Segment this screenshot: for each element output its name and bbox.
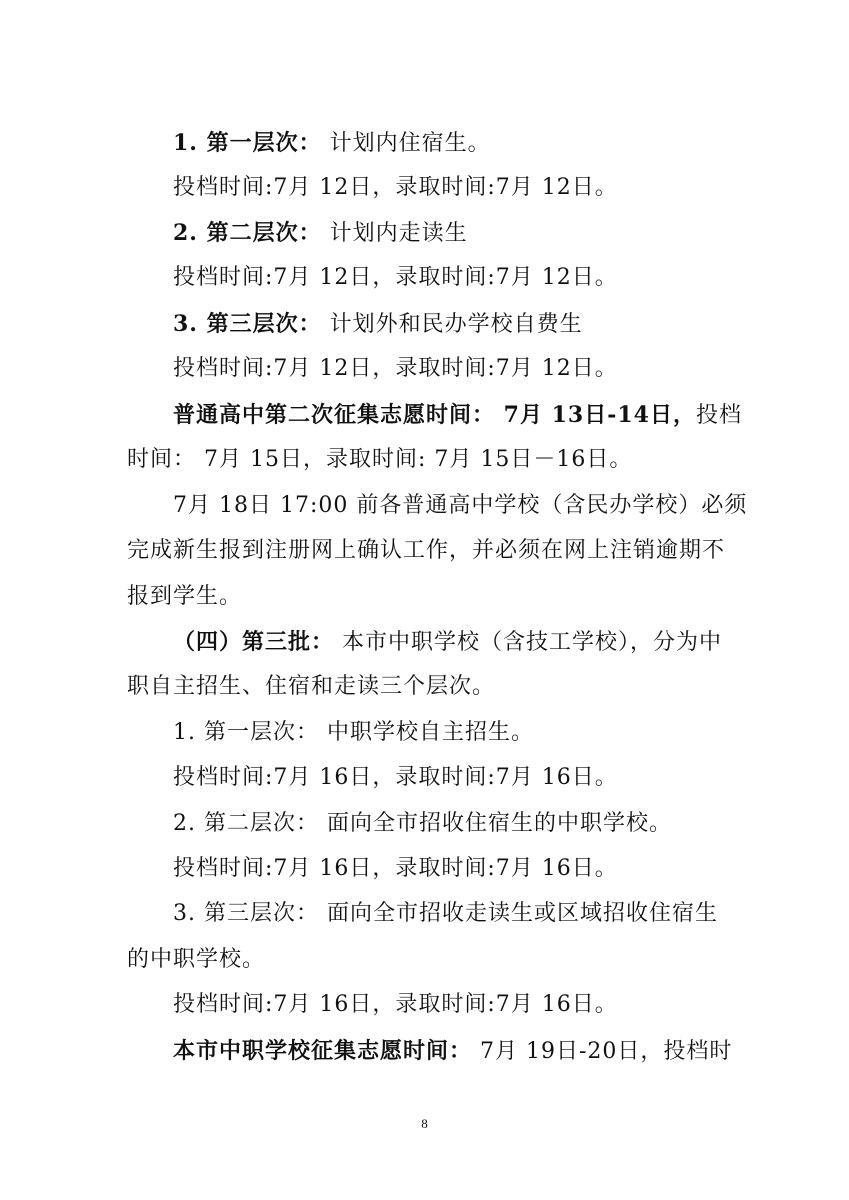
text-line — [173, 263, 618, 293]
text-segment: 2. 第二层次： — [173, 220, 322, 246]
text-line — [173, 627, 722, 658]
text-segment: 计划内走读生 — [321, 221, 468, 246]
text-segment: 本市中职学校（含技工学校），分为中 — [334, 630, 723, 655]
text-line — [173, 354, 618, 384]
text-segment: 报到学生。 — [127, 584, 243, 609]
text-line — [173, 899, 718, 929]
text-line — [127, 945, 265, 975]
text-segment: 本市中职学校征集志愿时间： — [173, 1038, 473, 1064]
text-line — [173, 809, 672, 839]
text-line — [173, 173, 618, 203]
text-segment: 3. 第三层次： — [173, 311, 322, 337]
text-segment: 计划外和民办学校自费生 — [321, 312, 583, 337]
text-line — [173, 990, 618, 1020]
text-segment: 投档 — [696, 403, 743, 428]
text-line — [173, 718, 534, 748]
text-segment: 1. 第一层次： — [173, 130, 322, 156]
text-line — [173, 763, 618, 793]
text-segment: 2. 第二层次： 面向全市招收住宿生的中职学校。 — [173, 811, 672, 836]
text-segment: 3. 第三层次： 面向全市招收走读生或区域招收住宿生 — [173, 901, 718, 926]
text-line — [173, 1036, 732, 1067]
text-segment: （四）第三批： — [173, 629, 335, 655]
text-segment: 职自主招生、住宿和走读三个层次。 — [127, 674, 496, 699]
text-line — [173, 400, 742, 431]
text-segment: 时间： 7月 15日，录取时间: 7月 15日－16日。 — [127, 447, 633, 472]
text-line — [173, 218, 468, 249]
text-segment: 投档时间:7月 12日，录取时间:7月 12日。 — [173, 356, 618, 381]
text-segment: 计划内住宿生。 — [321, 131, 491, 156]
text-line — [173, 309, 583, 340]
text-segment: 7月 18日 17:00 前各普通高中学校（含民办学校）必须 — [173, 493, 748, 518]
text-line — [127, 582, 242, 612]
text-segment: 投档时间:7月 12日，录取时间:7月 12日。 — [173, 265, 618, 290]
text-line — [127, 672, 495, 702]
text-segment: 投档时间:7月 16日，录取时间:7月 16日。 — [173, 992, 618, 1017]
text-line — [127, 536, 725, 566]
text-segment: 投档时间:7月 12日，录取时间:7月 12日。 — [173, 175, 618, 200]
text-segment: 完成新生报到注册网上确认工作，并必须在网上注销逾期不 — [127, 538, 726, 563]
text-segment: 1. 第一层次： 中职学校自主招生。 — [173, 720, 534, 745]
text-line — [127, 445, 632, 475]
page-number: 8 — [421, 1116, 428, 1131]
text-segment: 普通高中第二次征集志愿时间： 7月 13日-14日， — [173, 402, 696, 428]
text-line — [173, 491, 747, 521]
text-segment: 的中职学校。 — [127, 947, 266, 972]
text-line — [173, 854, 618, 884]
text-segment: 投档时间:7月 16日，录取时间:7月 16日。 — [173, 765, 618, 790]
text-line — [173, 128, 491, 159]
text-segment: 投档时间:7月 16日，录取时间:7月 16日。 — [173, 856, 618, 881]
text-segment: 7月 19日-20日，投档时 — [472, 1039, 733, 1064]
